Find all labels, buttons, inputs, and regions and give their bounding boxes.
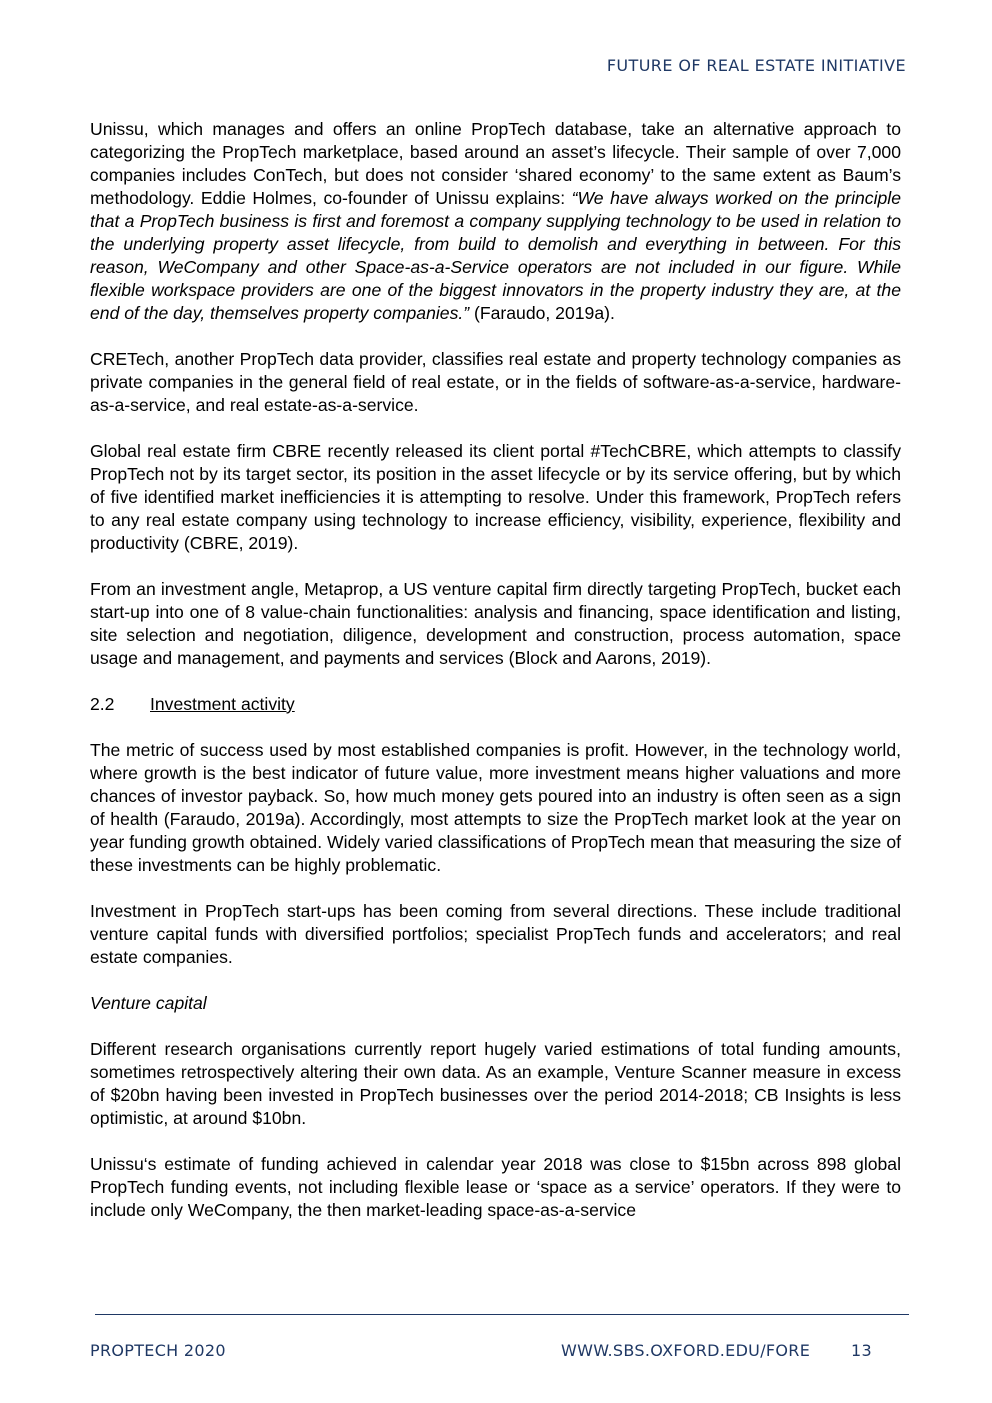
footer-divider (95, 1314, 909, 1315)
paragraph-unissu-estimate: Unissu‘s estimate of funding achieved in calendar year 2018 was close to $15bn across 898 global PropTech funding events, not including flexible lease or ‘space as a service’ operators. If they were to include only WeCompany, the then market-leading space-as-a-service (90, 1154, 901, 1220)
section-heading (90, 693, 901, 716)
paragraph-cretech: CRETech, another PropTech data provider, classifies real estate and property technology companies as private companies in the general field of real estate, or in the fields of software-as-a-service, hardware-as-a-service, and real estate-as-a-service. (90, 349, 901, 415)
section-title: Investment activity (150, 694, 295, 714)
footer-website-link[interactable]: WWW.SBS.OXFORD.EDU/FORE (561, 1341, 811, 1360)
paragraph-cbre: Global real estate firm CBRE recently released its client portal #TechCBRE, which attempts to classify PropTech not by its target sector, its position in the asset lifecycle or by its service offering, but by which of five identified market inefficiencies it is attempting to resolve. Under this framework, PropTech refers to any real estate company using technology to increase efficiency, visibility, experience, flexibility and productivity (CBRE, 2019). (90, 441, 901, 553)
paragraph-funding-estimates: Different research organisations currently report hugely varied estimations of total funding amounts, sometimes retrospectively altering their own data. As an example, Venture Scanner measure in excess of $20bn having been invested in PropTech businesses over the period 2014-2018; CB Insights is less optimistic, at around $10bn. (90, 1039, 901, 1128)
page-number: 13 (851, 1341, 872, 1360)
paragraph-metric-of-success: The metric of success used by most established companies is profit. However, in the technology world, where growth is the best indicator of future value, more investment means higher valuations and more chances of investor payback. So, how much money gets poured into an industry is often seen as a sign of health (Faraudo, 2019a). Accordingly, most attempts to size the PropTech market look at the year on year funding growth obtained. Widely varied classifications of PropTech mean that measuring the size of these investments can be highly problematic. (90, 740, 901, 875)
page-body (90, 118, 901, 1222)
quote-eddie-holmes: “We have always worked on the principle that a PropTech business is first and foremost a company supplying technology to be used in relation to the underlying property asset lifecycle, from build to demolish and everything in between. For this reason, WeCompany and other Space-as-a-Service operators are not included in our figure. While flexible workspace providers are one of the biggest innovators in the property industry they are, at the end of the day, themselves property companies.” (90, 188, 901, 323)
paragraph-text: Unissu, which manages and offers an online PropTech database, take an alternative approach to categorizing the PropTech marketplace, based around an asset’s lifecycle. Their sample of over 7,000 companies includes ConTech, but does not consider ‘shared economy’ to the same extent as Baum’s methodology. Eddie Holmes, co-founder of Unissu explains: (90, 119, 901, 208)
paragraph-unissu (90, 118, 901, 325)
citation: (Faraudo, 2019a). (469, 303, 615, 323)
paragraph-investment-sources: Investment in PropTech start-ups has been coming from several directions. These include traditional venture capital funds with diversified portfolios; specialist PropTech funds and accelerators; and real estate companies. (90, 901, 901, 967)
section-number: 2.2 (90, 694, 115, 714)
subheading-venture-capital: Venture capital (90, 993, 207, 1013)
paragraph-metaprop: From an investment angle, Metaprop, a US venture capital firm directly targeting PropTech, bucket each start-up into one of 8 value-chain functionalities: analysis and financing, space identification and listing, site selection and negotiation, diligence, development and construction, process automation, space usage and management, and payments and services (Block and Aarons, 2019). (90, 579, 901, 668)
running-header: FUTURE OF REAL ESTATE INITIATIVE (606, 56, 906, 75)
footer-publication-title: PROPTECH 2020 (90, 1341, 226, 1360)
